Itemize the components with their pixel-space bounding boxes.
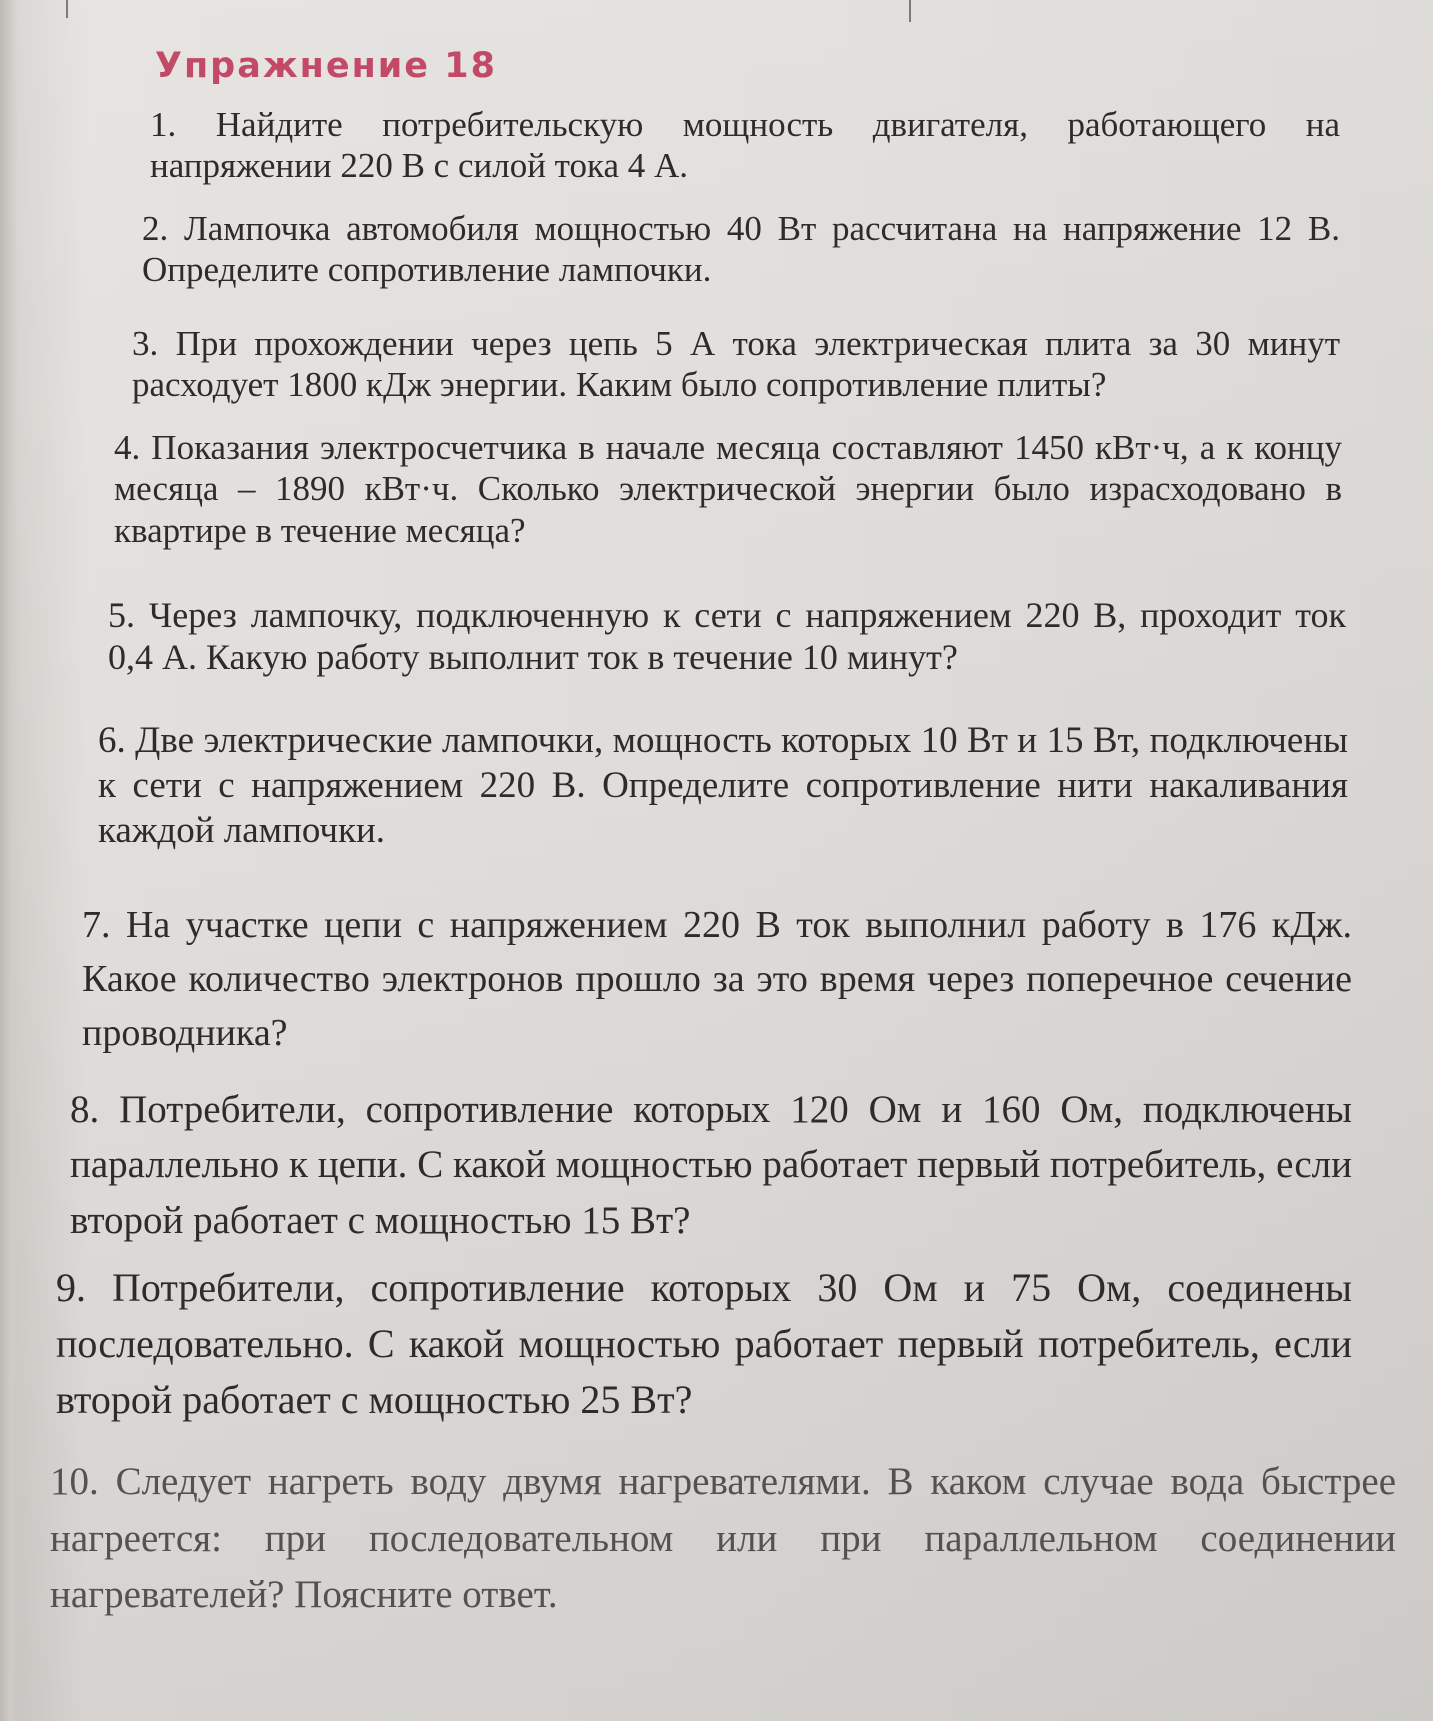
exercise-number: 5. <box>108 595 135 635</box>
exercise-text: Потребители, сопротивление которых 30 Ом и 75 Ом, соединены последовательно. С какой мощностью работает первый потребитель, если второй работает с мощностью 25 Вт? <box>56 1265 1353 1422</box>
exercise-number: 1. <box>150 105 177 144</box>
exercise-number: 6. <box>98 720 126 761</box>
exercise-item-9 <box>56 1260 1352 1428</box>
exercise-text: Показания электросчетчика в начале месяца составляют 1450 кВт·ч, а к концу месяца – 1890 кВт·ч. Сколько электрической энергии было израсходовано в квартире в течение месяца? <box>114 428 1342 550</box>
exercise-item-1 <box>150 104 1340 187</box>
exercise-number: 4. <box>114 428 141 467</box>
exercise-item-10 <box>50 1454 1396 1624</box>
exercise-item-7 <box>82 899 1352 1061</box>
exercise-text: Следует нагреть воду двумя нагревателями. В каком случае вода быстрее нагреется: при последовательном или при параллельном соединении нагревателей? Поясните ответ. <box>50 1460 1397 1617</box>
exercise-item-3 <box>132 323 1340 406</box>
exercise-number: 2. <box>142 209 169 248</box>
exercise-item-4 <box>114 427 1342 551</box>
exercise-text: Через лампочку, подключенную к сети с напряжением 220 В, проходит ток 0,4 А. Какую работу выполнит ток в течение 10 минут? <box>108 595 1347 678</box>
exercise-text: На участке цепи с напряжением 220 В ток выполнил работу в 176 кДж. Какое количество электронов прошло за это время через поперечное сечение проводника? <box>82 904 1353 1054</box>
exercise-item-2 <box>142 208 1340 291</box>
exercise-title: Упражнение 18 <box>155 46 497 86</box>
exercise-number: 3. <box>132 324 159 363</box>
exercise-text: Найдите потребительскую мощность двигателя, работающего на напряжении 220 В с силой тока 4 А. <box>150 105 1341 186</box>
exercise-number: 9. <box>56 1265 86 1310</box>
exercise-text: При прохождении через цепь 5 А тока электрическая плита за 30 минут расходует 1800 кДж энергии. Каким было сопротивление плиты? <box>132 324 1340 405</box>
exercise-item-5 <box>108 594 1346 679</box>
exercise-text: Потребители, сопротивление которых 120 Ом и 160 Ом, подключены параллельно к цепи. С какой мощностью работает первый потребитель, если второй работает с мощностью 15 Вт? <box>70 1088 1352 1242</box>
exercise-text: Лампочка автомобиля мощностью 40 Вт рассчитана на напряжение 12 В. Определите сопротивление лампочки. <box>142 209 1340 290</box>
exercise-text: Две электрические лампочки, мощность которых 10 Вт и 15 Вт, подключены к сети с напряжением 220 В. Определите сопротивление нити накаливания каждой лампочки. <box>98 720 1348 851</box>
exercise-item-8 <box>70 1082 1352 1248</box>
exercise-number: 7. <box>82 904 111 946</box>
exercise-number: 8. <box>70 1088 100 1131</box>
exercise-item-6 <box>98 719 1348 853</box>
exercise-number: 10. <box>50 1460 99 1503</box>
